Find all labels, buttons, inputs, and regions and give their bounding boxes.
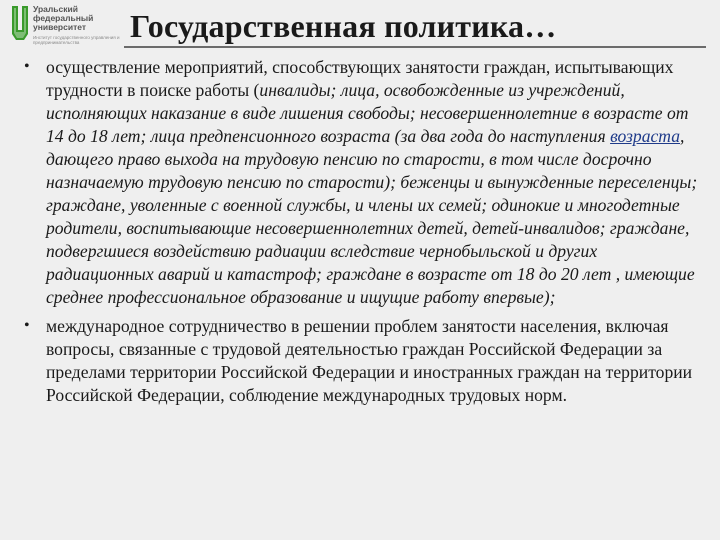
bullet-item-1 xyxy=(24,56,700,309)
slide-content xyxy=(24,56,700,413)
ural-university-logo-icon xyxy=(10,4,30,44)
bullet-2-text: международное сотрудничество в решении проблем занятости населения, включая вопросы, связанные с трудовой деятельностью граждан Российской Федерации за пределами территории Российской Федерации и иностранных граждан на территории Российской Федерации, соблюдение международных трудовых норм. xyxy=(46,316,693,405)
bullet-dot-icon: • xyxy=(24,317,30,334)
bullet-1-italic-a: инвалиды; лица, освобожденные из учреждений, исполняющих наказание в виде лишения свободы; несовершеннолетние в возрасте от 14 до 18 лет; лица предпенсионного возраста (за два года до наступления xyxy=(46,80,689,146)
logo-line-1: Уральский xyxy=(33,4,78,14)
bullet-1-tail: ); xyxy=(543,287,556,307)
logo-line-2: федеральный xyxy=(33,13,94,23)
university-logo xyxy=(10,4,128,48)
logo-line-3: университет xyxy=(33,22,87,32)
slide-title: Государственная политика… xyxy=(130,8,557,44)
logo-subtitle: Институт государственного управления и предпринимательства xyxy=(33,35,120,45)
bullet-item-2 xyxy=(24,315,700,407)
title-underline xyxy=(124,46,706,48)
bullet-1-lead: осуществление мероприятий, способствующих занятости граждан, испытывающих трудности в поиске работы ( xyxy=(46,57,674,100)
bullet-1-italic-b: , дающего право выхода на трудовую пенсию по старости, в том числе досрочно назначаемую трудовую пенсию по старости); беженцы и вынужденные переселенцы; граждане, уволенные с военной службы, и члены их семей; одинокие и многодетные родители, воспитывающие несовершеннолетних детей, детей-инвалидов; граждане, подвергшиеся воздействию радиации вследствие чернобыльской и других радиационных аварий и катастроф; граждане в возрасте от 18 до 20 лет , имеющие среднее профессиональное образование и ищущие работу впервые xyxy=(46,126,698,307)
vozrast-link[interactable]: возраста xyxy=(610,126,681,146)
bullet-dot-icon: • xyxy=(24,58,30,75)
